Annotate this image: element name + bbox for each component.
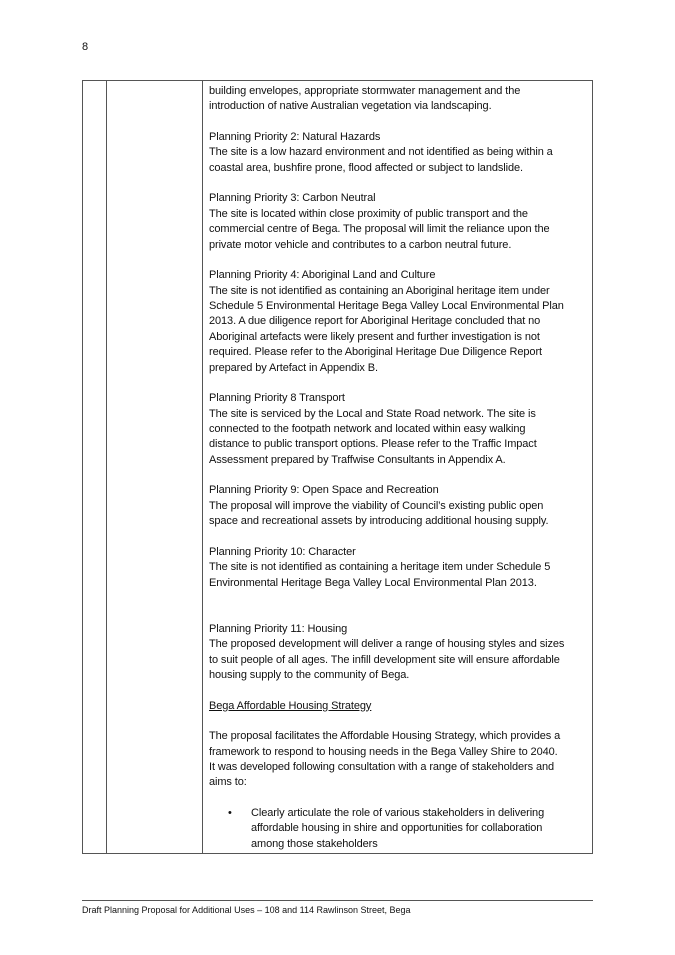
- text-line: The site is located within close proximity of public transport and the: [209, 207, 528, 220]
- page-number: 8: [82, 41, 89, 53]
- text-line: The proposal facilitates the Affordable Housing Strategy, which provides a: [209, 730, 561, 743]
- strategy-heading-text: Bega Affordable Housing Strategy: [209, 699, 372, 712]
- text-line: private motor vehicle and contributes to a carbon neutral future.: [209, 238, 512, 251]
- strategy-paragraph: [209, 729, 586, 791]
- text-line: aims to:: [209, 776, 247, 789]
- priority-9-section: [209, 483, 586, 529]
- table-column-1: [83, 81, 107, 853]
- text-line: commercial centre of Bega. The proposal will limit the reliance upon the: [209, 223, 550, 236]
- priority-8-section: [209, 391, 586, 468]
- text-line: distance to public transport options. Please refer to the Traffic Impact: [209, 438, 537, 451]
- text-line: prepared by Artefact in Appendix B.: [209, 361, 378, 374]
- priority-4-title: Planning Priority 4: Aboriginal Land and Culture: [209, 269, 436, 282]
- priority-3-section: [209, 191, 586, 253]
- list-item: [228, 806, 586, 852]
- text-line: The site is a low hazard environment and not identified as being within a: [209, 146, 553, 159]
- text-line: The proposed development will deliver a range of housing styles and sizes: [209, 638, 565, 651]
- priority-9-title: Planning Priority 9: Open Space and Recreation: [209, 484, 439, 497]
- table-column-2: [107, 81, 203, 853]
- text-line: housing supply to the community of Bega.: [209, 668, 410, 681]
- text-line: affordable housing in shire and opportunities for collaboration: [251, 822, 543, 835]
- content-table: [82, 80, 593, 854]
- text-line: The site is not identified as containing a heritage item under Schedule 5: [209, 561, 551, 574]
- text-line: building envelopes, appropriate stormwater management and the: [209, 85, 521, 97]
- text-line: Clearly articulate the role of various stakeholders in delivering: [251, 806, 545, 819]
- strategy-aims-list: [209, 806, 586, 852]
- priority-11-section: [209, 622, 586, 684]
- text-line: required. Please refer to the Aboriginal Heritage Due Diligence Report: [209, 346, 542, 359]
- text-line: coastal area, bushfire prone, flood affected or subject to landslide.: [209, 161, 523, 174]
- table-column-3: [203, 81, 592, 853]
- text-line: The site is serviced by the Local and State Road network. The site is: [209, 407, 536, 420]
- intro-paragraph: [209, 84, 586, 115]
- priority-8-title: Planning Priority 8 Transport: [209, 392, 345, 405]
- footer-text: Draft Planning Proposal for Additional Uses – 108 and 114 Rawlinson Street, Bega: [82, 905, 411, 915]
- text-line: space and recreational assets by introducing additional housing supply.: [209, 515, 549, 528]
- text-line: 2013. A due diligence report for Aboriginal Heritage concluded that no: [209, 315, 541, 328]
- priority-10-section: [209, 545, 586, 591]
- priority-2-section: [209, 130, 586, 176]
- text-line: connected to the footpath network and located within easy walking: [209, 423, 526, 436]
- priority-11-title: Planning Priority 11: Housing: [209, 622, 348, 635]
- priority-4-section: [209, 268, 586, 376]
- text-line: to suit people of all ages. The infill development site will ensure affordable: [209, 653, 560, 666]
- text-line: introduction of native Australian vegetation via landscaping.: [209, 100, 492, 113]
- text-line: among those stakeholders: [251, 837, 378, 850]
- footer-divider: [82, 900, 593, 901]
- priority-3-title: Planning Priority 3: Carbon Neutral: [209, 192, 376, 205]
- text-line: It was developed following consultation with a range of stakeholders and: [209, 760, 555, 773]
- text-line: The proposal will improve the viability of Council’s existing public open: [209, 499, 544, 512]
- priority-2-title: Planning Priority 2: Natural Hazards: [209, 131, 381, 143]
- text-line: Aboriginal artefacts were likely present and further investigation is not: [209, 330, 540, 343]
- text-line: Environmental Heritage Bega Valley Local Environmental Plan 2013.: [209, 576, 537, 589]
- text-line: Schedule 5 Environmental Heritage Bega Valley Local Environmental Plan: [209, 300, 564, 313]
- bullet-icon: •: [228, 806, 232, 819]
- text-line: framework to respond to housing needs in the Bega Valley Shire to 2040.: [209, 745, 558, 758]
- strategy-heading: [209, 699, 586, 714]
- text-line: The site is not identified as containing an Aboriginal heritage item under: [209, 284, 550, 297]
- priority-10-title: Planning Priority 10: Character: [209, 545, 356, 558]
- text-line: Assessment prepared by Traffwise Consultants in Appendix A.: [209, 453, 506, 466]
